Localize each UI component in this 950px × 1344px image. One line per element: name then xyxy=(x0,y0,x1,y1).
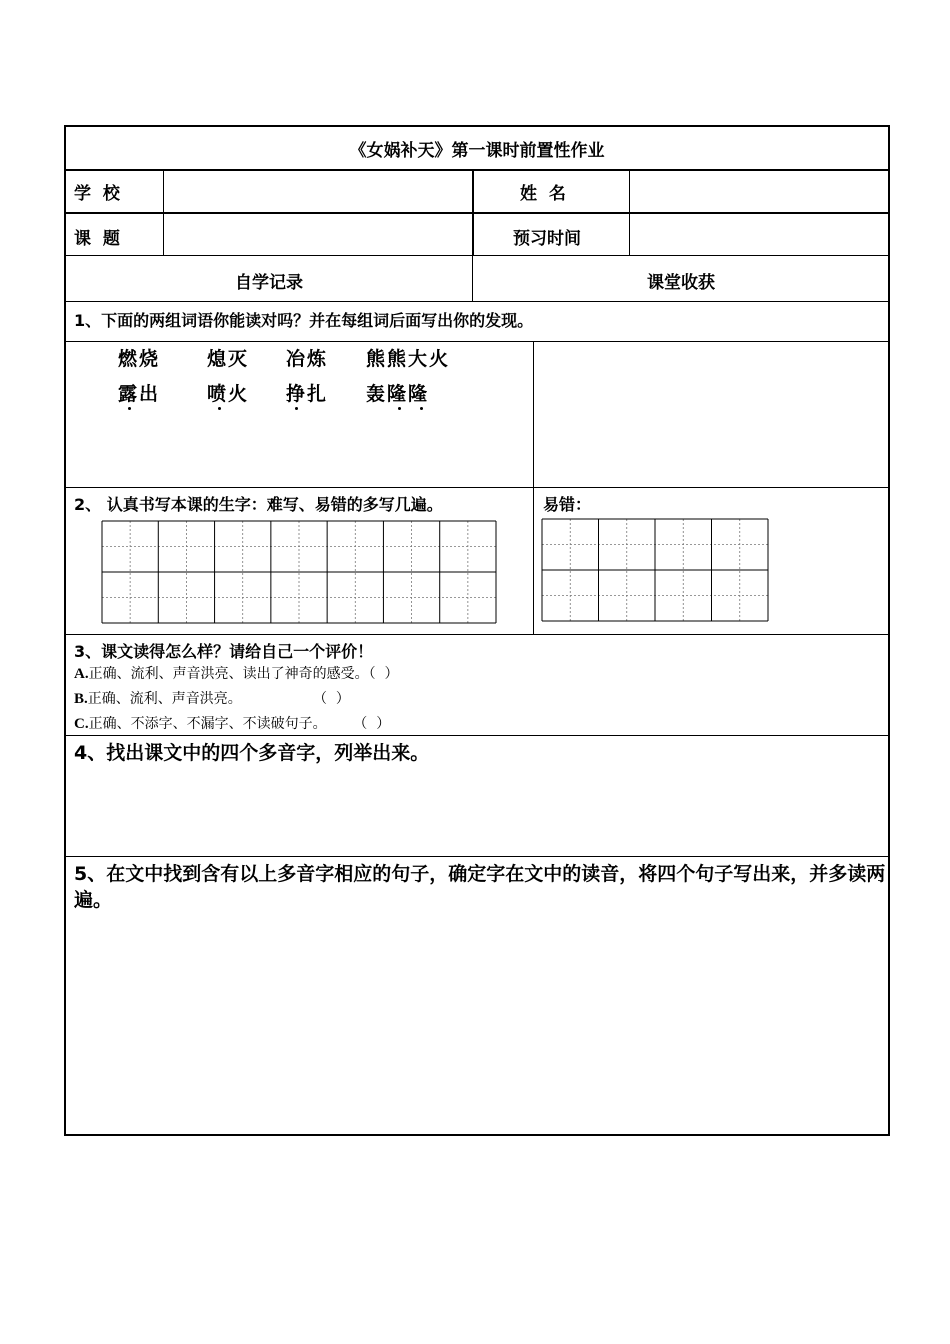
self-study-header: 自学记录 xyxy=(235,273,303,293)
rule xyxy=(66,735,888,736)
rule xyxy=(472,169,474,256)
q5-answer-area[interactable] xyxy=(68,917,888,1132)
class-gains-header: 课堂收获 xyxy=(647,273,715,293)
rule xyxy=(66,341,888,342)
option-c[interactable]: C.正确、不添字、不漏字、不读破句子。 （ ） xyxy=(74,716,391,732)
writing-grid[interactable] xyxy=(542,519,769,622)
topic-field[interactable] xyxy=(165,214,471,254)
worksheet-table xyxy=(64,125,890,1136)
rule xyxy=(629,169,630,256)
word-item: 燃烧 xyxy=(118,348,161,370)
question-1: 1、下面的两组词语你能读对吗？并在每组词后面写出你的发现。 xyxy=(74,311,534,330)
time-field[interactable] xyxy=(631,214,889,254)
question-2: 2、 认真书写本课的生字：难写、易错的多写几遍。 xyxy=(74,495,443,514)
option-b[interactable]: B.正确、流利、声音洪亮。 （ ） xyxy=(74,691,350,707)
writing-grid[interactable] xyxy=(102,521,497,624)
rule xyxy=(66,301,888,302)
error-prone-label: 易错： xyxy=(543,495,592,514)
question-3: 3、课文读得怎么样？请给自己一个评价！ xyxy=(74,642,374,661)
page-title: 《女娲补天》第一课时前置性作业 xyxy=(349,141,605,161)
q1-answer-area[interactable] xyxy=(535,343,889,486)
emphasis-dot xyxy=(295,407,298,410)
emphasis-dot xyxy=(398,407,401,410)
name-field[interactable] xyxy=(631,171,889,211)
word-item: 轰隆隆 xyxy=(366,383,430,405)
option-a[interactable]: A.正确、流利、声音洪亮、读出了神奇的感受。（ ） xyxy=(74,666,399,682)
q4-answer-area[interactable] xyxy=(68,767,888,853)
word-item: 露出 xyxy=(118,383,161,405)
rule xyxy=(533,341,534,635)
school-label: 学 校 xyxy=(74,184,120,204)
word-item: 喷火 xyxy=(207,383,250,405)
emphasis-dot xyxy=(420,407,423,410)
rule xyxy=(66,255,888,256)
rule xyxy=(66,634,888,635)
name-label: 姓 名 xyxy=(520,184,566,204)
question-4: 4、找出课文中的四个多音字，列举出来。 xyxy=(74,742,430,764)
topic-label: 课 题 xyxy=(74,229,120,249)
emphasis-dot xyxy=(218,407,221,410)
word-item: 挣扎 xyxy=(286,383,329,405)
word-item: 熄灭 xyxy=(207,348,250,370)
word-item: 熊熊大火 xyxy=(366,348,451,370)
question-5: 5、在文中找到含有以上多音字相应的句子，确定字在文中的读音，将四个句子写出来，并多读两遍。 xyxy=(74,863,886,911)
rule xyxy=(163,169,164,256)
rule xyxy=(66,856,888,857)
emphasis-dot xyxy=(128,407,131,410)
school-field[interactable] xyxy=(165,171,471,211)
word-item: 冶炼 xyxy=(286,348,329,370)
time-label: 预习时间 xyxy=(513,229,581,249)
rule xyxy=(66,487,888,488)
